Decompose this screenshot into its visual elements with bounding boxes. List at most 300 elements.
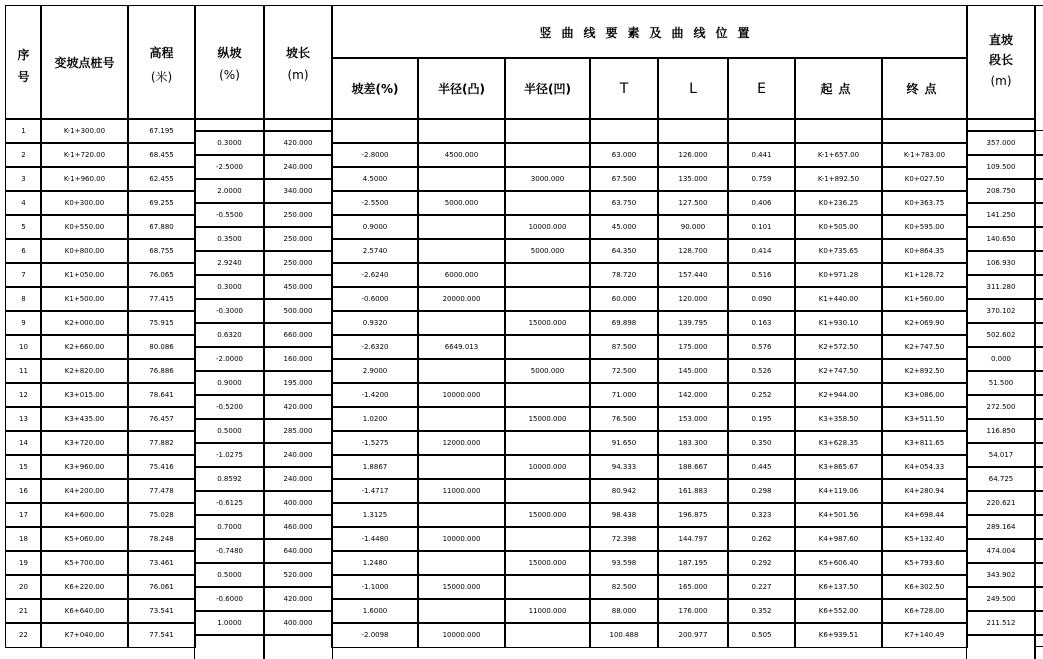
segment-straight-cell: 109.500 [967,155,1035,179]
row-seq-cell: 13 [6,407,41,431]
extra-column-cell [1035,539,1043,563]
row-start-cell [795,119,882,143]
row-T-cell: 100.488 [590,623,658,647]
row-r-concave-cell [505,431,590,455]
row-start-cell: K4+501.56 [795,503,882,527]
segment-grade-cell: 0.5000 [195,419,264,443]
row-start-cell: K-1+657.00 [795,143,882,167]
row-T-cell: 98.438 [590,503,658,527]
segment-length-cell: 640.000 [264,539,332,563]
row-end-cell: K3+811.65 [882,431,967,455]
segment-straight-cell: 311.280 [967,275,1035,299]
segment-straight-cell: 211.512 [967,611,1035,635]
row-E-cell: 0.350 [728,431,795,455]
row-start-cell: K2+747.50 [795,359,882,383]
header-grade [195,6,264,119]
segment-grade-cell: 0.3000 [195,131,264,155]
row-L-cell: 188.667 [658,455,728,479]
row-elevation-cell: 67.195 [128,119,195,143]
row-grade-diff-cell: 0.9320 [332,311,418,335]
row-E-cell: 0.252 [728,383,795,407]
row-end-cell: K-1+783.00 [882,143,967,167]
header-radius-convex: 半径(凸) [418,58,505,119]
row-start-cell: K-1+892.50 [795,167,882,191]
header-end: 终点 [882,58,967,119]
row-L-cell: 200.977 [658,623,728,647]
segment-straight-cell: 357.000 [967,131,1035,155]
row-E-cell: 0.101 [728,215,795,239]
header-elevation-label: 高程 [149,46,174,60]
row-seq-cell: 4 [6,191,41,215]
row-station-cell: K2+820.00 [41,359,128,383]
row-r-concave-cell: 10000.000 [505,455,590,479]
segment-straight-cell: 343.902 [967,563,1035,587]
segment-length-cell: 250.000 [264,251,332,275]
row-elevation-cell: 77.478 [128,479,195,503]
segment-straight-cell: 208.750 [967,179,1035,203]
row-T-cell: 45.000 [590,215,658,239]
extra-column-cell [1035,563,1043,587]
row-r-convex-cell: 10000.000 [418,623,505,647]
row-L-cell: 120.000 [658,287,728,311]
row-elevation-cell: 68.755 [128,239,195,263]
segment-length-cell: 460.000 [264,515,332,539]
extra-column-cell [1035,491,1043,515]
row-grade-diff-cell: 2.5740 [332,239,418,263]
segment-length-cell: 240.000 [264,443,332,467]
row-elevation-cell: 76.065 [128,263,195,287]
row-E-cell: 0.163 [728,311,795,335]
segment-straight-cell: 140.650 [967,227,1035,251]
row-T-cell: 64.350 [590,239,658,263]
row-end-cell: K5+132.40 [882,527,967,551]
row-r-concave-cell: 5000.000 [505,239,590,263]
row-r-concave-cell: 15000.000 [505,311,590,335]
row-r-convex-cell: 10000.000 [418,527,505,551]
segment-length-cell: 400.000 [264,611,332,635]
row-station-cell: K3+435.00 [41,407,128,431]
row-end-cell: K4+698.44 [882,503,967,527]
row-seq-cell: 11 [6,359,41,383]
row-r-concave-cell: 3000.000 [505,167,590,191]
row-start-cell: K5+606.40 [795,551,882,575]
row-grade-diff-cell: -1.4480 [332,527,418,551]
segment-straight-cell: 0.000 [967,347,1035,371]
row-elevation-cell: 73.461 [128,551,195,575]
row-grade-diff-cell: 1.3125 [332,503,418,527]
header-straight-label: 直坡段长 [988,33,1013,67]
row-L-cell: 161.883 [658,479,728,503]
row-seq-cell: 14 [6,431,41,455]
row-r-convex-cell [418,215,505,239]
row-end-cell: K3+086.00 [882,383,967,407]
segment-grade-cell: 1.0000 [195,611,264,635]
row-grade-diff-cell: -1.4717 [332,479,418,503]
row-seq-cell: 7 [6,263,41,287]
row-T-cell: 80.942 [590,479,658,503]
row-elevation-cell: 69.255 [128,191,195,215]
row-elevation-cell: 77.541 [128,623,195,647]
row-start-cell: K4+987.60 [795,527,882,551]
row-r-convex-cell: 15000.000 [418,575,505,599]
row-L-cell: 139.795 [658,311,728,335]
row-seq-cell: 3 [6,167,41,191]
row-station-cell: K-1+300.00 [41,119,128,143]
segment-straight-cell: 106.930 [967,251,1035,275]
row-elevation-cell: 75.416 [128,455,195,479]
row-seq-cell: 21 [6,599,41,623]
segment-straight-cell: 289.164 [967,515,1035,539]
row-T-cell [590,119,658,143]
row-T-cell: 76.500 [590,407,658,431]
row-station-cell: K1+050.00 [41,263,128,287]
row-grade-diff-cell: -1.5275 [332,431,418,455]
segment-length-cell: 160.000 [264,347,332,371]
row-T-cell: 71.000 [590,383,658,407]
row-r-concave-cell [505,119,590,143]
row-T-cell: 67.500 [590,167,658,191]
row-E-cell: 0.759 [728,167,795,191]
row-grade-diff-cell [332,119,418,143]
extra-column-cell [1035,299,1043,323]
row-start-cell: K1+440.00 [795,287,882,311]
row-elevation-cell: 77.415 [128,287,195,311]
row-station-cell: K4+200.00 [41,479,128,503]
row-start-cell: K0+236.25 [795,191,882,215]
row-elevation-cell: 76.457 [128,407,195,431]
row-end-cell: K5+793.60 [882,551,967,575]
row-station-cell: K2+000.00 [41,311,128,335]
row-end-cell: K2+892.50 [882,359,967,383]
row-r-convex-cell: 5000.000 [418,191,505,215]
row-elevation-cell: 73.541 [128,599,195,623]
segment-grade-cell: 0.3500 [195,227,264,251]
row-elevation-cell: 67.880 [128,215,195,239]
row-station-cell: K0+300.00 [41,191,128,215]
segment-grade-cell: 0.6320 [195,323,264,347]
row-end-cell: K0+595.00 [882,215,967,239]
row-L-cell: 175.000 [658,335,728,359]
row-start-cell: K6+552.00 [795,599,882,623]
extra-column-cell [1035,179,1043,203]
extra-column-cell [1035,587,1043,611]
segment-grade-cell: 0.5000 [195,563,264,587]
row-T-cell: 94.333 [590,455,658,479]
extra-column-cell [1035,251,1043,275]
row-elevation-cell: 78.641 [128,383,195,407]
extra-column-cell [1035,419,1043,443]
row-r-concave-cell [505,575,590,599]
row-r-convex-cell [418,551,505,575]
row-T-cell: 72.500 [590,359,658,383]
row-E-cell: 0.516 [728,263,795,287]
extra-column-cell [1035,467,1043,491]
row-grade-diff-cell: 1.2480 [332,551,418,575]
row-end-cell: K4+280.94 [882,479,967,503]
segment-grade-cell: 0.8592 [195,467,264,491]
row-grade-diff-cell: 1.0200 [332,407,418,431]
row-r-convex-cell [418,599,505,623]
extra-column-cell [1035,347,1043,371]
row-L-cell: 176.000 [658,599,728,623]
row-seq-cell: 10 [6,335,41,359]
segment-grade-cell: 0.7000 [195,515,264,539]
row-E-cell: 0.406 [728,191,795,215]
row-start-cell: K4+119.06 [795,479,882,503]
segment-grade-cell: -0.5500 [195,203,264,227]
extra-column-cell [1035,611,1043,635]
row-r-convex-cell [418,239,505,263]
row-grade-diff-cell: 2.9000 [332,359,418,383]
extra-column-cell [1035,371,1043,395]
row-r-convex-cell [418,167,505,191]
row-r-concave-cell [505,383,590,407]
row-r-convex-cell [418,407,505,431]
row-start-cell: K0+735.65 [795,239,882,263]
row-T-cell: 82.500 [590,575,658,599]
segment-straight-cell: 54.017 [967,443,1035,467]
row-seq-cell: 18 [6,527,41,551]
segment-length-cell: 520.000 [264,563,332,587]
row-r-concave-cell: 11000.000 [505,599,590,623]
header-station-label: 变坡点桩号 [54,56,115,70]
row-grade-diff-cell: -2.5500 [332,191,418,215]
header-straight-unit: (m) [990,74,1012,88]
segment-length-cell: 195.000 [264,371,332,395]
row-r-concave-cell: 10000.000 [505,215,590,239]
row-start-cell: K2+944.00 [795,383,882,407]
row-T-cell: 60.000 [590,287,658,311]
row-station-cell: K-1+720.00 [41,143,128,167]
row-E-cell: 0.298 [728,479,795,503]
row-end-cell: K2+069.90 [882,311,967,335]
row-L-cell: 187.195 [658,551,728,575]
row-grade-diff-cell: -1.4200 [332,383,418,407]
extra-column-cell [1035,227,1043,251]
row-station-cell: K4+600.00 [41,503,128,527]
segment-grade-blank [195,119,264,131]
row-end-cell: K1+560.00 [882,287,967,311]
segment-grade-cell: -2.5000 [195,155,264,179]
row-grade-diff-cell: -2.6240 [332,263,418,287]
row-seq-cell: 8 [6,287,41,311]
segment-length-cell: 500.000 [264,299,332,323]
row-L-cell: 128.700 [658,239,728,263]
extra-column-cell [1035,155,1043,179]
row-L-cell: 144.797 [658,527,728,551]
header-length [264,6,332,119]
header-L: L [658,58,728,119]
row-T-cell: 93.598 [590,551,658,575]
row-E-cell: 0.090 [728,287,795,311]
extra-column-cell [1035,275,1043,299]
header-E: E [728,58,795,119]
segment-length-cell: 400.000 [264,491,332,515]
row-r-concave-cell [505,263,590,287]
row-r-convex-cell: 12000.000 [418,431,505,455]
row-r-convex-cell: 11000.000 [418,479,505,503]
row-L-cell: 127.500 [658,191,728,215]
row-elevation-cell: 75.915 [128,311,195,335]
extra-column-cell [1035,515,1043,539]
row-station-cell: K3+720.00 [41,431,128,455]
row-T-cell: 87.500 [590,335,658,359]
segment-straight-cell: 249.500 [967,587,1035,611]
row-seq-cell: 19 [6,551,41,575]
segment-length-cell: 285.000 [264,419,332,443]
row-r-concave-cell: 15000.000 [505,407,590,431]
row-T-cell: 72.398 [590,527,658,551]
row-r-convex-cell [418,119,505,143]
row-elevation-cell: 68.455 [128,143,195,167]
row-r-concave-cell [505,287,590,311]
row-r-convex-cell: 20000.000 [418,287,505,311]
segment-straight-cell: 370.102 [967,299,1035,323]
row-r-convex-cell: 4500.000 [418,143,505,167]
row-elevation-cell: 62.455 [128,167,195,191]
segment-straight-cell: 272.500 [967,395,1035,419]
header-length-label: 坡长 [285,46,310,60]
header-T: T [590,58,658,119]
row-E-cell: 0.441 [728,143,795,167]
extra-column-cell [1035,323,1043,347]
segment-straight-cell: 116.850 [967,419,1035,443]
row-end-cell [882,119,967,143]
row-grade-diff-cell: -1.1000 [332,575,418,599]
header-elevation [128,6,195,119]
segment-straight-cell: 51.500 [967,371,1035,395]
segment-length-cell: 250.000 [264,227,332,251]
row-end-cell: K0+363.75 [882,191,967,215]
row-grade-diff-cell: 0.9000 [332,215,418,239]
row-seq-cell: 2 [6,143,41,167]
row-L-cell: 135.000 [658,167,728,191]
row-elevation-cell: 76.886 [128,359,195,383]
segment-straight-cell: 474.004 [967,539,1035,563]
segment-length-cell: 240.000 [264,155,332,179]
segment-grade-cell: -1.0275 [195,443,264,467]
row-r-concave-cell: 15000.000 [505,503,590,527]
row-r-convex-cell [418,311,505,335]
segment-grade-cell: -0.7480 [195,539,264,563]
row-L-cell: 196.875 [658,503,728,527]
row-station-cell: K1+500.00 [41,287,128,311]
row-start-cell: K6+137.50 [795,575,882,599]
segment-length-cell: 660.000 [264,323,332,347]
row-E-cell [728,119,795,143]
segment-straight-cell: 64.725 [967,467,1035,491]
row-T-cell: 78.720 [590,263,658,287]
row-E-cell: 0.352 [728,599,795,623]
row-start-cell: K3+865.67 [795,455,882,479]
segment-length-cell: 250.000 [264,203,332,227]
row-seq-cell: 17 [6,503,41,527]
row-grade-diff-cell: -2.0098 [332,623,418,647]
row-r-concave-cell [505,143,590,167]
segment-length-cell: 420.000 [264,587,332,611]
row-start-cell: K6+939.51 [795,623,882,647]
row-end-cell: K3+511.50 [882,407,967,431]
row-station-cell: K3+960.00 [41,455,128,479]
extra-column-cell [1035,443,1043,467]
row-start-cell: K3+358.50 [795,407,882,431]
row-T-cell: 69.898 [590,311,658,335]
header-station [41,6,128,119]
header-grade-label: 纵坡 [217,46,242,60]
row-r-convex-cell: 6000.000 [418,263,505,287]
segment-grade-cell: 2.9240 [195,251,264,275]
row-station-cell: K6+640.00 [41,599,128,623]
segment-straight-cell: 141.250 [967,203,1035,227]
row-elevation-cell: 77.882 [128,431,195,455]
row-T-cell: 88.000 [590,599,658,623]
row-start-cell: K0+971.28 [795,263,882,287]
row-station-cell: K3+015.00 [41,383,128,407]
row-station-cell: K-1+960.00 [41,167,128,191]
segment-grade-cell: -2.0000 [195,347,264,371]
header-elevation-unit: (米) [150,70,173,84]
extra-column-cell [1035,203,1043,227]
header-grade-unit: (%) [219,68,240,82]
row-station-cell: K5+060.00 [41,527,128,551]
header-curve-group-label: 竖曲线要素及曲线位置 [539,26,760,40]
row-E-cell: 0.576 [728,335,795,359]
row-end-cell: K7+140.49 [882,623,967,647]
row-E-cell: 0.292 [728,551,795,575]
segment-length-blank [264,119,332,131]
row-seq-cell: 5 [6,215,41,239]
header-curve-group [332,6,967,58]
row-end-cell: K2+747.50 [882,335,967,359]
row-L-cell: 157.440 [658,263,728,287]
row-end-cell: K6+728.00 [882,599,967,623]
row-r-concave-cell [505,335,590,359]
extra-column-cell [1035,395,1043,419]
row-E-cell: 0.526 [728,359,795,383]
row-station-cell: K0+800.00 [41,239,128,263]
row-station-cell: K5+700.00 [41,551,128,575]
row-elevation-cell: 78.248 [128,527,195,551]
row-elevation-cell: 76.061 [128,575,195,599]
row-E-cell: 0.414 [728,239,795,263]
segment-straight-cell: 502.602 [967,323,1035,347]
row-L-cell: 153.000 [658,407,728,431]
row-start-cell: K3+628.35 [795,431,882,455]
row-r-convex-cell: 10000.000 [418,383,505,407]
row-L-cell: 165.000 [658,575,728,599]
row-seq-cell: 9 [6,311,41,335]
row-L-cell: 126.000 [658,143,728,167]
row-L-cell: 142.000 [658,383,728,407]
row-seq-cell: 15 [6,455,41,479]
row-seq-cell: 22 [6,623,41,647]
row-station-cell: K2+660.00 [41,335,128,359]
row-r-convex-cell [418,455,505,479]
row-start-cell: K2+572.50 [795,335,882,359]
segment-straight-blank [967,119,1035,131]
row-seq-cell: 12 [6,383,41,407]
row-grade-diff-cell: -2.8000 [332,143,418,167]
header-seq [6,6,41,119]
row-end-cell: K6+302.50 [882,575,967,599]
row-r-convex-cell: 6649.013 [418,335,505,359]
row-end-cell: K0+027.50 [882,167,967,191]
row-elevation-cell: 80.086 [128,335,195,359]
segment-grade-cell: -0.6000 [195,587,264,611]
row-r-convex-cell [418,503,505,527]
row-station-cell: K0+550.00 [41,215,128,239]
segment-grade-cell: 2.0000 [195,179,264,203]
